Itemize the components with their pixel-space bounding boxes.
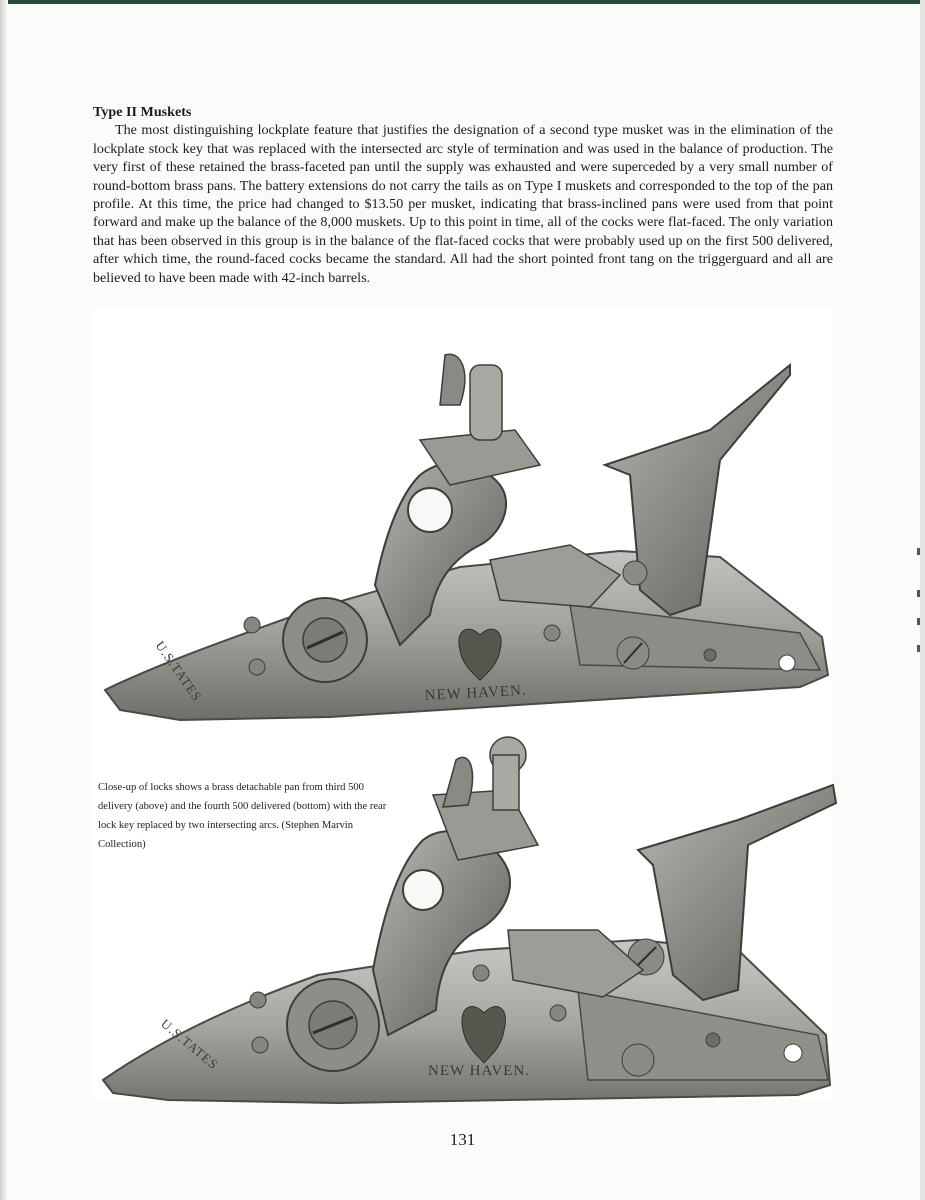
gutter-shadow	[0, 0, 8, 1200]
margin-marks	[917, 0, 925, 1200]
text-section	[93, 103, 833, 287]
lower-stamp-maker: NEW HAVEN.	[428, 1063, 530, 1079]
top-rule	[0, 0, 925, 4]
upper-stamp-maker: NEW HAVEN.	[424, 682, 528, 704]
section-body: The most distinguishing lockplate feature that justifies the designation of a second type musket was in the elimination of the lockplate stock key that was replaced with the intersected arc style of termination and was used in the balance of production. The very first of these retained the brass-faceted pan until the supply was exhausted and were superceded by a very small number of round-bottom brass pans. The battery extensions do not carry the tails as on Type I muskets and corresponded to the top of the pan profile. At this time, the price had changed to $13.50 per musket, indicating that brass-inclined pans were used from that point forward and make up the balance of the 8,000 muskets. Up to this point in time, all of the cocks were flat-faced. The only variation that has been observed in this group is in the balance of the flat-faced cocks that were probably used up on the first 500 delivered, after which time, the round-faced cocks became the standard. All had the short pointed front tang on the triggerguard and all are believed to have been made with 42-inch barrels.	[93, 122, 833, 286]
lower-stamp-us: U.S.TATES	[158, 1015, 222, 1073]
photo-caption: Close-up of locks shows a brass detachable pan from third 500 delivery (above) and the fourth 500 delivered (bottom) with the rear lock key replaced by two intersecting arcs. (Stephen Marvin Collection)	[98, 782, 387, 850]
upper-lock-photo	[100, 345, 835, 735]
page-number: 131	[449, 1130, 476, 1149]
section-heading: Type II Muskets	[93, 104, 192, 120]
upper-stamp-us: U.S.TATES	[152, 638, 206, 705]
